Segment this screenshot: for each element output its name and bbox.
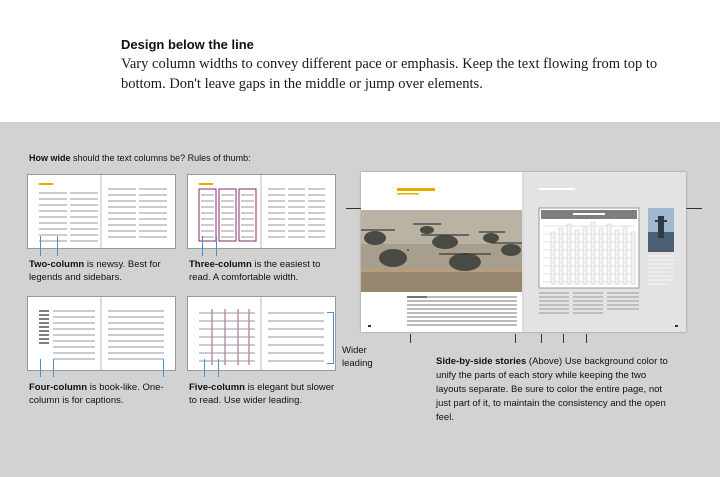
- four-column-caption: [29, 382, 174, 407]
- wider-leading-bracket: [333, 312, 334, 364]
- two-column-spread: [27, 174, 176, 249]
- three-column-thumbnail: [188, 175, 335, 248]
- five-column-thumbnail: [188, 297, 335, 370]
- five-column-spread: [187, 296, 336, 371]
- spread-tick-1: [410, 334, 411, 343]
- rules-subhead-text: should the text columns be? Rules of thumb:: [70, 153, 251, 163]
- side-by-side-caption-bold: Side-by-side stories: [436, 356, 527, 367]
- five-column-leader-2: [218, 359, 219, 377]
- wider-leading-bracket-top: [327, 312, 334, 313]
- three-column-caption-bold: Three-column: [189, 259, 252, 270]
- spread-tick-3: [541, 334, 542, 343]
- two-column-leader: [40, 236, 41, 256]
- spread-guide-line-right: [686, 208, 702, 209]
- three-column-spread: [187, 174, 336, 249]
- two-column-thumbnail: [28, 175, 175, 248]
- four-column-thumbnail: [28, 297, 175, 370]
- side-by-side-thumbnail: [361, 172, 686, 332]
- top-section: [0, 0, 720, 122]
- five-column-caption-text: is elegant but slower to read. Use wider leading.: [189, 382, 335, 406]
- side-by-side-caption: [436, 355, 676, 425]
- three-column-caption-text: is the easiest to read. A comfortable width.: [189, 259, 321, 283]
- three-column-leader-2: [216, 236, 217, 256]
- wider-leading-label: Wider leading: [342, 345, 373, 369]
- spread-guide-line-left: [346, 208, 362, 209]
- four-column-leader-2: [53, 359, 54, 377]
- side-by-side-spread: [361, 172, 686, 332]
- four-column-caption-bold: Four-column: [29, 382, 88, 393]
- four-column-leader: [40, 359, 41, 377]
- four-column-spread: [27, 296, 176, 371]
- two-column-caption: [29, 259, 169, 284]
- five-column-caption: [189, 382, 339, 407]
- rules-subhead-bold: How wide: [29, 153, 71, 163]
- rules-subhead: [29, 153, 251, 163]
- intro-paragraph: Vary column widths to convey different pace or emphasis. Keep the text flowing from top to bottom. Don't leave gaps in the middle or jump over elements.: [121, 56, 658, 92]
- two-column-caption-text: is newsy. Best for legends and sidebars.: [29, 259, 161, 283]
- spread-tick-2: [515, 334, 516, 343]
- three-column-leader: [202, 236, 203, 256]
- five-column-leader: [204, 359, 205, 377]
- spread-tick-4: [563, 334, 564, 343]
- spread-tick-5: [586, 334, 587, 343]
- side-by-side-caption-text: (Above) Use background color to unify the parts of each story while keeping the two layouts separate. Be sure to color the entire page, not just part of it, to maintain the consistency and the open feel.: [436, 356, 668, 423]
- section-heading: Design below the line: [121, 37, 254, 52]
- four-column-caption-text: is book-like. One-column is for captions.: [29, 382, 164, 406]
- two-column-caption-bold: Two-column: [29, 259, 85, 270]
- wider-leading-bracket-bottom: [327, 363, 334, 364]
- two-column-leader-2: [57, 236, 58, 256]
- five-column-caption-bold: Five-column: [189, 382, 245, 393]
- three-column-caption: [189, 259, 339, 284]
- four-column-leader-3: [163, 359, 164, 377]
